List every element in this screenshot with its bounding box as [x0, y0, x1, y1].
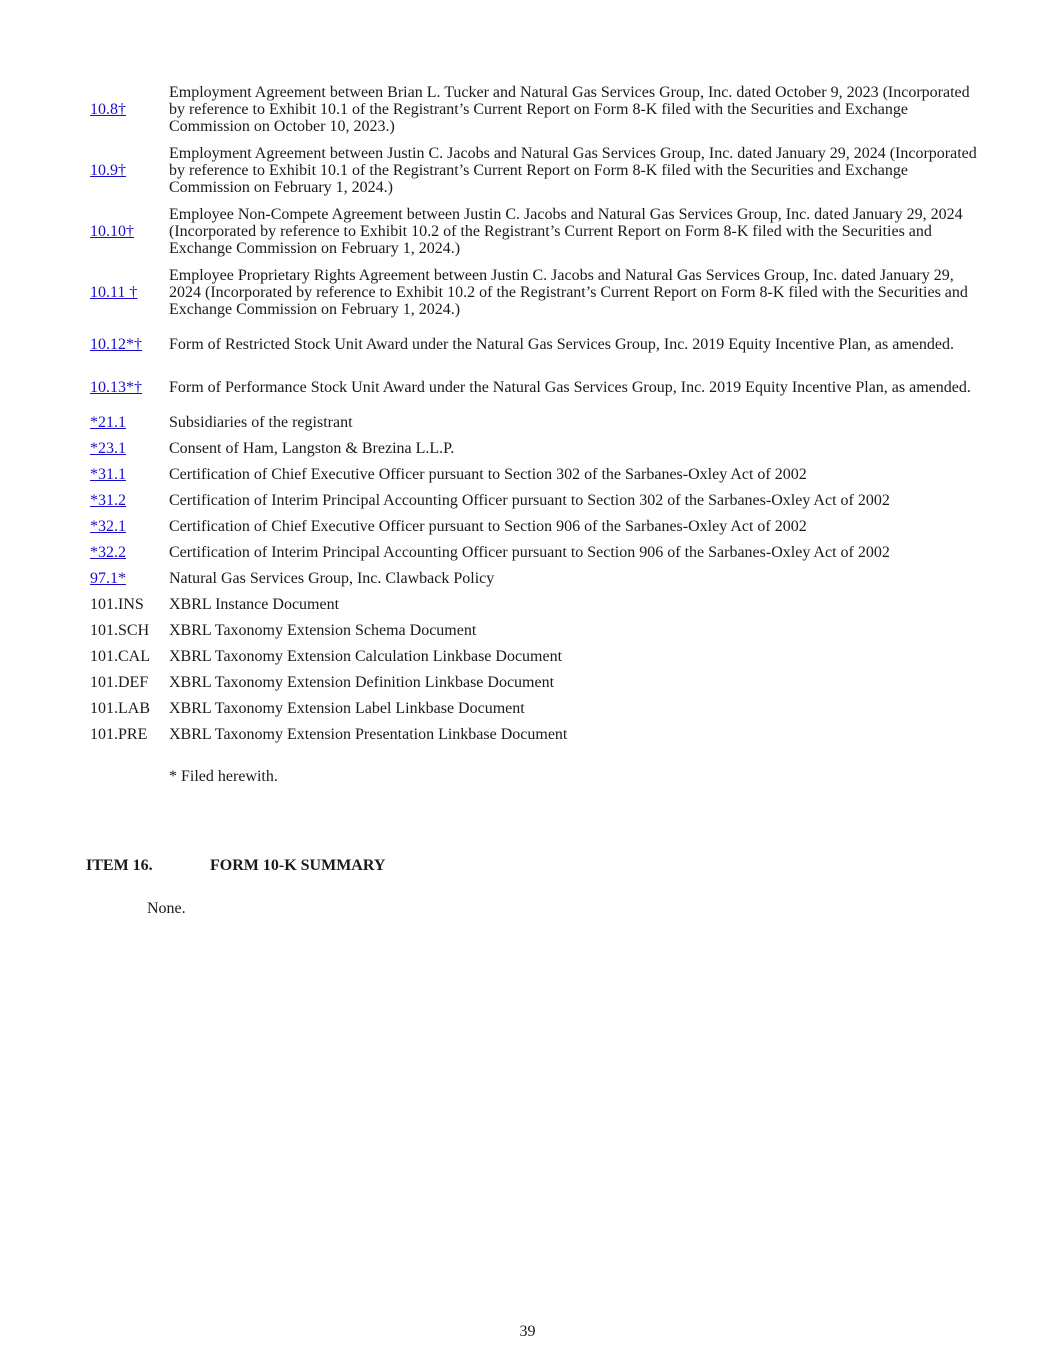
exhibit-link-10-9[interactable]: 10.9† — [90, 162, 126, 179]
exhibit-number-cell — [86, 513, 169, 539]
exhibit-number: 101.DEF — [90, 673, 149, 691]
exhibit-description: Certification of Interim Principal Accounting Officer pursuant to Section 906 of the Sarbanes-Oxley Act of 2002 — [169, 543, 890, 561]
exhibit-row — [86, 201, 986, 262]
exhibit-description: Form of Performance Stock Unit Award under the Natural Gas Services Group, Inc. 2019 Equity Incentive Plan, as amended. — [169, 379, 971, 396]
filed-herewith-footnote: * Filed herewith. — [169, 768, 278, 785]
exhibit-link-31-2[interactable]: *31.2 — [90, 491, 126, 509]
exhibit-row — [86, 591, 986, 617]
exhibit-link-32-1[interactable]: *32.1 — [90, 517, 126, 535]
exhibit-number-cell — [86, 79, 169, 140]
exhibit-row — [86, 617, 986, 643]
exhibit-description: Form of Restricted Stock Unit Award under the Natural Gas Services Group, Inc. 2019 Equity Incentive Plan, as amended. — [169, 336, 955, 353]
exhibit-link-23-1[interactable]: *23.1 — [90, 439, 126, 457]
exhibit-row — [86, 435, 986, 461]
exhibit-description: Employee Proprietary Rights Agreement between Justin C. Jacobs and Natural Gas Services Group, Inc. dated January 29, 2024 (Incorporated by reference to Exhibit 10.2 of the Registrant’s Current Report on Form 8-K filed with the Securities and Exchange Commission on February 1, 2024.) — [169, 267, 968, 318]
exhibit-link-10-11[interactable]: 10.11 † — [90, 284, 138, 301]
exhibit-row — [86, 565, 986, 591]
exhibit-row — [86, 513, 986, 539]
exhibit-link-10-8[interactable]: 10.8† — [90, 101, 126, 118]
exhibit-number: 101.CAL — [90, 647, 150, 665]
exhibit-description: Natural Gas Services Group, Inc. Clawback Policy — [169, 569, 495, 587]
exhibit-link-10-13[interactable]: 10.13*† — [90, 379, 142, 396]
exhibit-row — [86, 721, 986, 747]
exhibit-description: XBRL Taxonomy Extension Definition Linkbase Document — [169, 673, 555, 691]
exhibit-row — [86, 262, 986, 323]
exhibit-description: Certification of Chief Executive Officer pursuant to Section 302 of the Sarbanes-Oxley Act of 2002 — [169, 465, 807, 483]
exhibit-number-cell — [86, 487, 169, 513]
exhibit-link-10-10[interactable]: 10.10† — [90, 223, 134, 240]
exhibit-number-cell — [86, 366, 169, 409]
item-16-heading — [86, 857, 385, 875]
exhibit-description: Employee Non-Compete Agreement between Justin C. Jacobs and Natural Gas Services Group, Inc. dated January 29, 2024 (Incorporated by reference to Exhibit 10.2 of the Registrant’s Current Report on Form 8-K filed with the Securities and Exchange Commission on February 1, 2024.) — [169, 206, 963, 257]
exhibit-number: 101.PRE — [90, 725, 148, 743]
exhibit-row — [86, 366, 986, 409]
item-16-body: None. — [147, 900, 186, 917]
exhibit-link-32-2[interactable]: *32.2 — [90, 543, 126, 561]
exhibit-row — [86, 140, 986, 201]
exhibit-link-21-1[interactable]: *21.1 — [90, 413, 126, 431]
exhibit-row — [86, 669, 986, 695]
exhibit-description: Certification of Chief Executive Officer pursuant to Section 906 of the Sarbanes-Oxley Act of 2002 — [169, 517, 807, 535]
exhibit-number-cell — [86, 262, 169, 323]
exhibit-link-31-1[interactable]: *31.1 — [90, 465, 126, 483]
exhibit-description: Employment Agreement between Brian L. Tucker and Natural Gas Services Group, Inc. dated October 9, 2023 (Incorporated by reference to Exhibit 10.1 of the Registrant’s Current Report on Form 8-K filed with the Securities and Exchange Commission on October 10, 2023.) — [169, 84, 970, 135]
exhibit-index-table — [86, 79, 986, 747]
exhibit-row — [86, 461, 986, 487]
item-number: ITEM 16. — [86, 857, 153, 874]
exhibit-link-10-12[interactable]: 10.12*† — [90, 336, 142, 353]
exhibit-number-cell — [86, 539, 169, 565]
exhibit-row — [86, 79, 986, 140]
exhibit-number-cell — [86, 201, 169, 262]
exhibit-number: 101.INS — [90, 595, 144, 613]
exhibit-description: XBRL Taxonomy Extension Calculation Linkbase Document — [169, 647, 563, 665]
exhibit-description: XBRL Taxonomy Extension Presentation Linkbase Document — [169, 725, 568, 743]
exhibit-description: XBRL Instance Document — [169, 595, 340, 613]
exhibit-number-cell — [86, 461, 169, 487]
exhibit-description: Certification of Interim Principal Accounting Officer pursuant to Section 302 of the Sarbanes-Oxley Act of 2002 — [169, 491, 890, 509]
exhibit-row — [86, 539, 986, 565]
exhibit-description: Consent of Ham, Langston & Brezina L.L.P. — [169, 439, 455, 457]
page-number: 39 — [519, 1323, 536, 1340]
exhibit-description: XBRL Taxonomy Extension Schema Document — [169, 621, 477, 639]
exhibit-number-cell — [86, 140, 169, 201]
exhibit-number: 101.LAB — [90, 699, 150, 717]
exhibit-number-cell — [86, 323, 169, 366]
exhibit-row — [86, 409, 986, 435]
item-title: FORM 10-K SUMMARY — [210, 857, 386, 874]
exhibit-row — [86, 643, 986, 669]
exhibit-link-97-1[interactable]: 97.1* — [90, 569, 126, 587]
exhibit-row — [86, 695, 986, 721]
exhibit-row — [86, 323, 986, 366]
exhibit-row — [86, 487, 986, 513]
exhibit-description: Subsidiaries of the registrant — [169, 413, 353, 431]
exhibit-description: Employment Agreement between Justin C. Jacobs and Natural Gas Services Group, Inc. dated January 29, 2024 (Incorporated by reference to Exhibit 10.1 of the Registrant’s Current Report on Form 8-K filed with the Securities and Exchange Commission on February 1, 2024.) — [169, 145, 977, 196]
exhibit-description: XBRL Taxonomy Extension Label Linkbase Document — [169, 699, 525, 717]
exhibit-number-cell — [86, 409, 169, 435]
exhibit-number-cell — [86, 565, 169, 591]
exhibit-number: 101.SCH — [90, 621, 150, 639]
exhibit-number-cell — [86, 435, 169, 461]
